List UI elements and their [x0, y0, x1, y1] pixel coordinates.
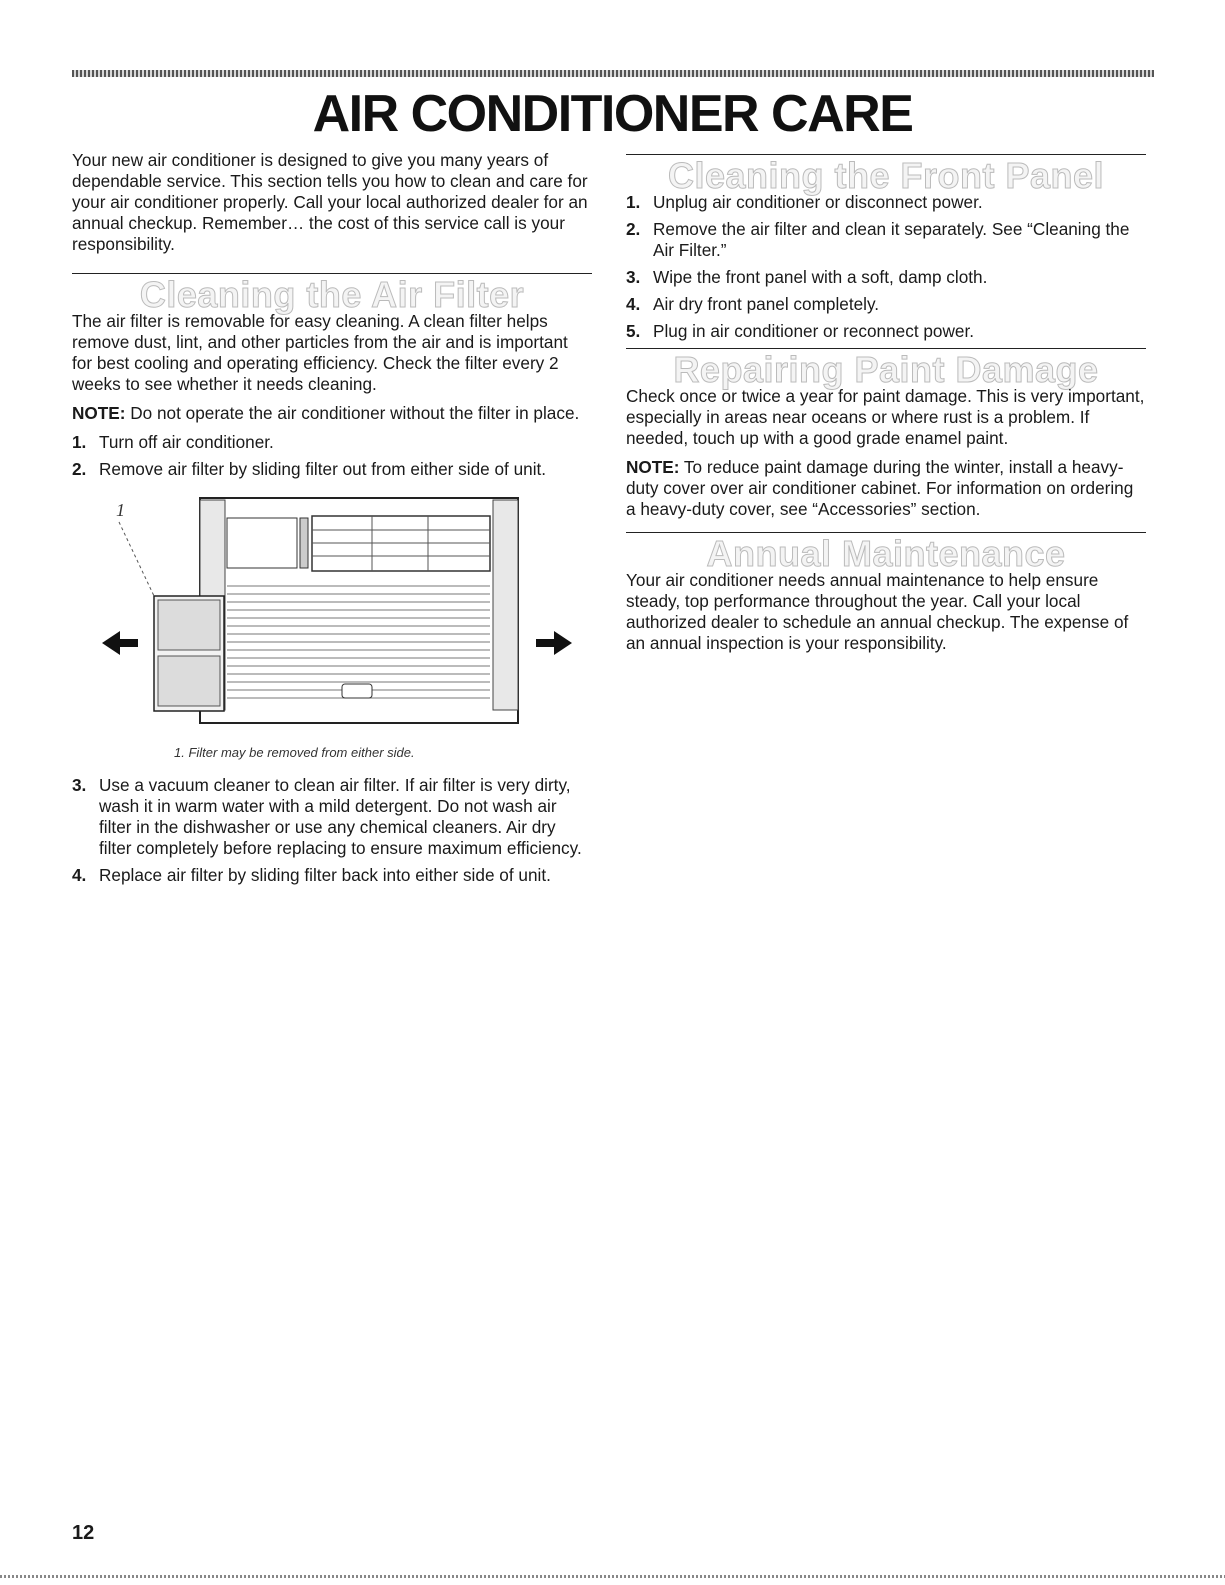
callout-number: 1 — [116, 500, 125, 520]
step-number: 4. — [72, 865, 87, 885]
step-text: Turn off air conditioner. — [99, 432, 274, 452]
paint-damage-heading: Repairing Paint Damage — [673, 349, 1099, 390]
list-item — [626, 321, 1146, 342]
list-item — [72, 432, 592, 453]
step-number: 5. — [626, 321, 641, 341]
air-conditioner-drawing — [72, 488, 592, 738]
note-text: Do not operate the air conditioner without the filter in place. — [125, 403, 580, 423]
callout-leader-line — [119, 522, 154, 596]
left-arrow-icon — [102, 631, 138, 655]
step-number: 2. — [72, 459, 87, 479]
filter-mesh-top — [158, 600, 220, 650]
step-text: Use a vacuum cleaner to clean air filter. If air filter is very dirty, wash it in warm water with a mild detergent. Do not wash air filter in the dishwasher or use any chemical cleaners. Air dry filter completely before replacing to ensure maximum efficiency. — [99, 775, 582, 858]
intro-paragraph: Your new air conditioner is designed to give you many years of dependable service. This section tells you how to clean and care for your air conditioner properly. Call your local authorized dealer for an annual checkup. Remember… the cost of this service call is your responsibility. — [72, 150, 588, 254]
right-arrow-icon — [536, 631, 572, 655]
front-panel-heading: Cleaning the Front Panel — [667, 155, 1105, 196]
step-number: 3. — [72, 775, 87, 795]
air-conditioner-illustration — [72, 488, 592, 738]
step-text: Remove the air filter and clean it separately. See “Cleaning the Air Filter.” — [653, 219, 1130, 260]
air-filter-steps-a — [72, 432, 592, 480]
page-title: AIR CONDITIONER CARE — [312, 85, 913, 143]
paint-damage-note — [626, 457, 1146, 520]
list-item — [626, 219, 1146, 261]
step-text: Remove air filter by sliding filter out from either side of unit. — [99, 459, 547, 479]
note-label: NOTE: — [72, 403, 126, 423]
note-label: NOTE: — [626, 457, 680, 477]
step-text: Unplug air conditioner or disconnect power. — [653, 192, 983, 212]
figure-caption: 1. Filter may be removed from either side. — [174, 745, 415, 760]
list-item — [72, 775, 592, 859]
air-filter-note — [72, 403, 592, 424]
annual-maintenance-paragraph: Your air conditioner needs annual maintenance to help ensure steady, top performance throughout the year. Call your local authorized dealer to schedule an annual checkup. The expense of an annual inspection is your responsibility. — [626, 570, 1129, 653]
list-item — [72, 865, 592, 886]
right-column — [626, 150, 1146, 662]
grille-handle — [342, 684, 372, 698]
page-number: 12 — [72, 1522, 95, 1544]
filter-mesh-bottom — [158, 656, 220, 706]
list-item — [626, 294, 1146, 315]
list-item — [72, 459, 592, 480]
note-text: To reduce paint damage during the winter, install a heavy-duty cover over air conditioner cabinet. For information on ordering a heavy-duty cover, see “Accessories” section. — [626, 457, 1134, 519]
step-number: 4. — [626, 294, 641, 314]
step-number: 2. — [626, 219, 641, 239]
left-column — [72, 150, 592, 894]
step-text: Wipe the front panel with a soft, damp cloth. — [653, 267, 988, 287]
list-item — [626, 267, 1146, 288]
air-filter-heading: Cleaning the Air Filter — [139, 274, 525, 315]
bottom-dotted-rule — [0, 1575, 1225, 1578]
step-text: Air dry front panel completely. — [653, 294, 880, 314]
step-number: 1. — [72, 432, 87, 452]
annual-maintenance-heading: Annual Maintenance — [706, 533, 1066, 574]
step-text: Plug in air conditioner or reconnect power. — [653, 321, 975, 341]
control-buttons — [300, 518, 308, 568]
step-text: Replace air filter by sliding filter back into either side of unit. — [99, 865, 551, 885]
air-filter-steps-b — [72, 775, 592, 886]
control-panel — [227, 518, 297, 568]
right-side-grille — [493, 500, 518, 710]
paint-damage-paragraph: Check once or twice a year for paint damage. This is very important, especially in areas near oceans or where rust is a problem. If needed, touch up with a good grade enamel paint. — [626, 386, 1145, 448]
step-number: 3. — [626, 267, 641, 287]
front-panel-steps — [626, 192, 1146, 342]
top-dotted-rule — [72, 70, 1154, 77]
step-number: 1. — [626, 192, 641, 212]
air-filter-intro: The air filter is removable for easy cleaning. A clean filter helps remove dust, lint, and other particles from the air and is important for best cooling and operating efficiency. Check the filter every 2 weeks to see whether it needs cleaning. — [72, 311, 568, 394]
